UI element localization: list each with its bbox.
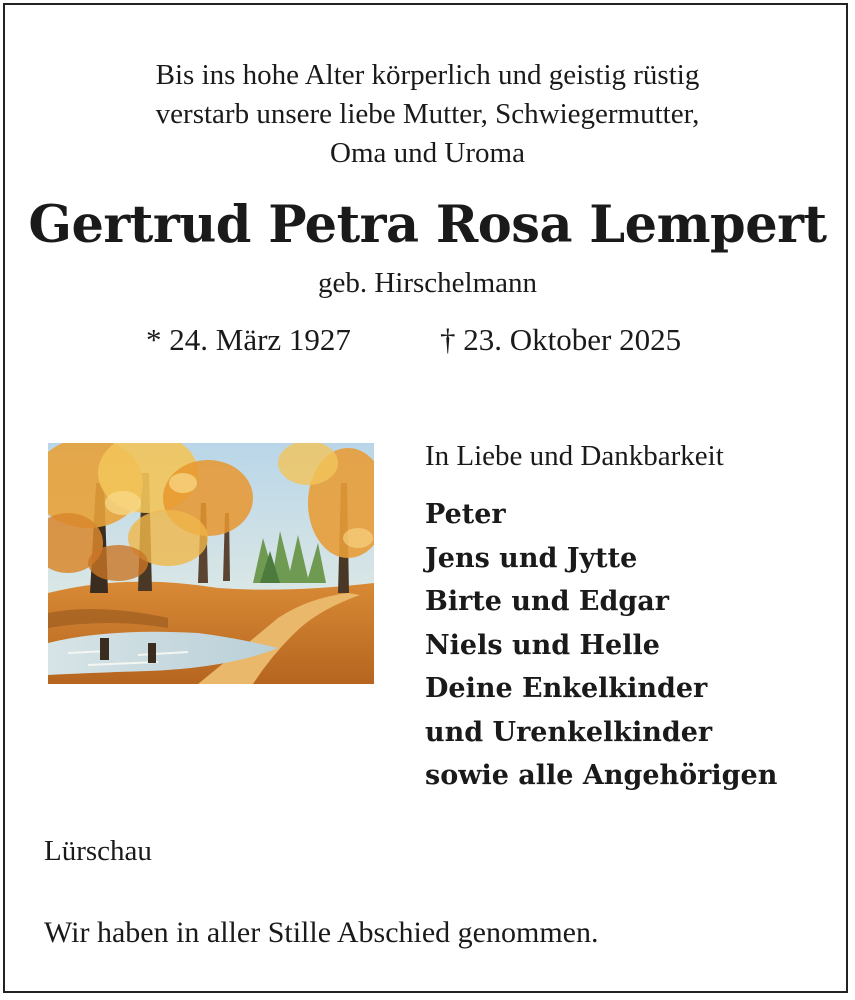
- autumn-forest-painting: [48, 443, 374, 684]
- birth-name: geb. Hirschelmann: [317, 267, 538, 299]
- deceased-name: Gertrud Petra Rosa Lempert: [28, 195, 827, 255]
- mourner-line: Niels und Helle: [425, 629, 660, 661]
- mourners-list: [425, 493, 777, 798]
- mourner-line: Birte und Edgar: [425, 586, 669, 617]
- intro-line-3: Oma und Uroma: [330, 137, 525, 169]
- mourner-line: sowie alle Angehörigen: [425, 760, 778, 791]
- mourner-line: und Urenkelkinder: [425, 716, 713, 748]
- mourner-line: Deine Enkelkinder: [425, 673, 708, 704]
- thanks-line: In Liebe und Dankbarkeit: [425, 440, 724, 472]
- mourner-line: Peter: [425, 499, 506, 530]
- intro-text: [0, 56, 855, 173]
- place-name: Lürschau: [44, 835, 152, 867]
- intro-line-1: Bis ins hohe Alter körperlich und geistig rüstig: [155, 59, 700, 91]
- birth-date: * 24. März 1927: [146, 322, 351, 357]
- intro-line-2: verstarb unsere liebe Mutter, Schwiegermutter,: [155, 98, 700, 130]
- mourner-line: Jens und Jytte: [425, 542, 638, 574]
- closing-line: Wir haben in aller Stille Abschied genommen.: [44, 916, 599, 949]
- death-date: † 23. Oktober 2025: [440, 322, 682, 357]
